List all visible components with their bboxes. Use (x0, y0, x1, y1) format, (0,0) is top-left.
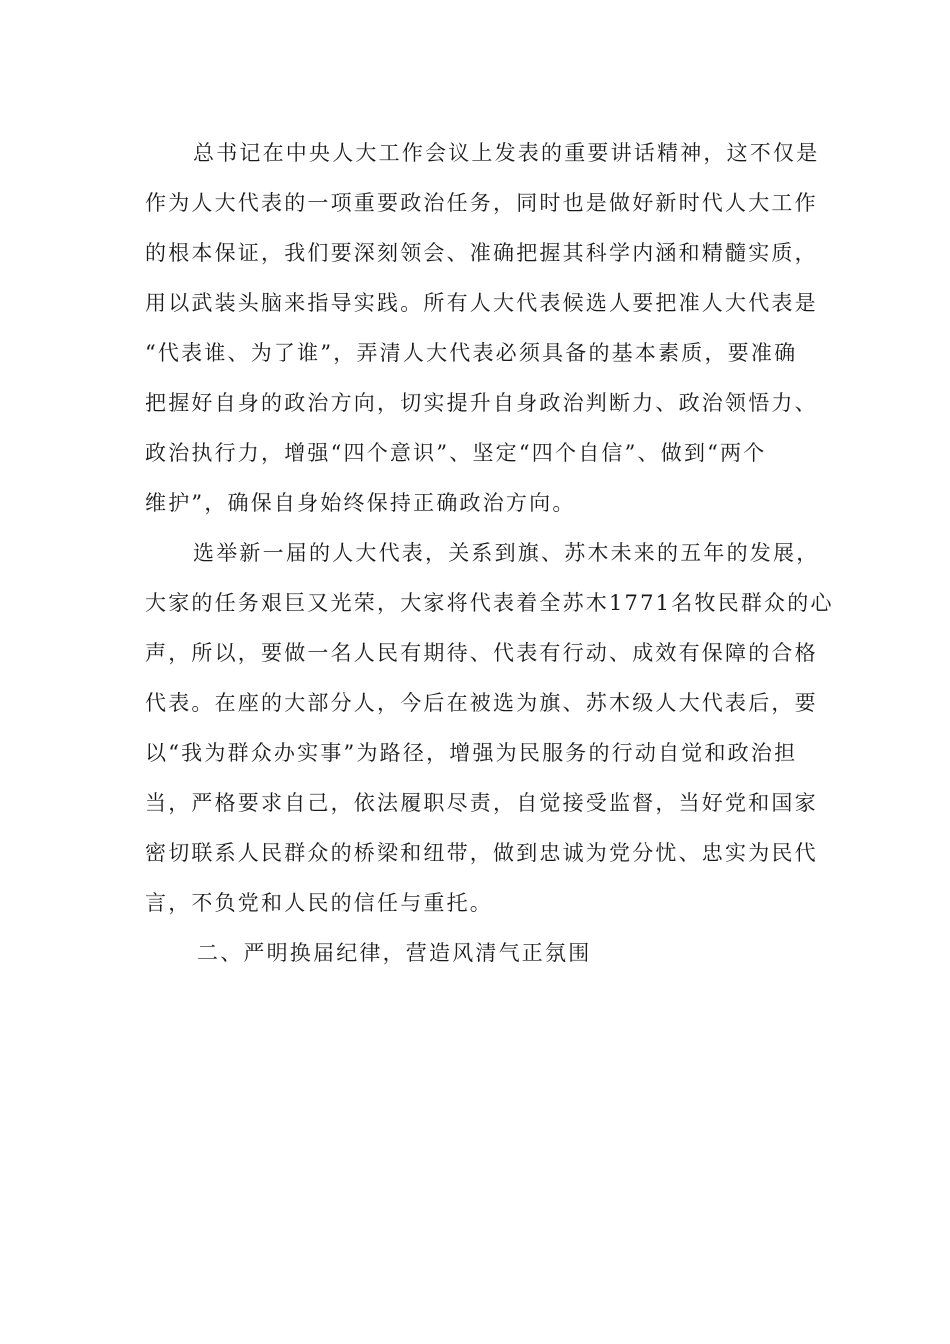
paragraph-line: 选举新一届的人大代表，关系到旗、苏木未来的五年的发展， (193, 541, 820, 565)
paragraph-line: 声，所以，要做一名人民有期待、代表有行动、成效有保障的合格 (145, 641, 818, 665)
paragraph-line: 言，不负党和人民的信任与重托。 (145, 891, 493, 915)
paragraph-line: 当，严格要求自己，依法履职尽责，自觉接受监督，当好党和国家 (145, 791, 818, 815)
paragraph-1 (145, 128, 820, 528)
paragraph-line: “代表谁、为了谁”，弄清人大代表必须具备的基本素质，要准确 (145, 341, 798, 365)
section-heading: 二、严明换届纪律，营造风清气正氛围 (197, 941, 592, 965)
paragraph-line: 作为人大代表的一项重要政治任务，同时也是做好新时代人大工作 (145, 191, 818, 215)
paragraph-line: 大家的任务艰巨又光荣，大家将代表着全苏木1771名牧民群众的心 (145, 591, 834, 615)
paragraph-line: 密切联系人民群众的桥梁和纽带，做到忠诚为党分忧、忠实为民代 (145, 841, 818, 865)
paragraph-line: 代表。在座的大部分人，今后在被选为旗、苏木级人大代表后，要 (145, 691, 818, 715)
paragraph-line: 维护”，确保自身始终保持正确政治方向。 (145, 491, 576, 515)
paragraph-2 (145, 528, 834, 928)
paragraph-line: 以“我为群众办实事”为路径，增强为民服务的行动自觉和政治担 (145, 741, 798, 765)
paragraph-line: 用以武装头脑来指导实践。所有人大代表候选人要把准人大代表是 (145, 291, 818, 315)
paragraph-line: 的根本保证，我们要深刻领会、准确把握其科学内涵和精髓实质， (145, 241, 818, 265)
paragraph-line: 总书记在中央人大工作会议上发表的重要讲话精神，这不仅是 (193, 141, 820, 165)
paragraph-line: 把握好自身的政治方向，切实提升自身政治判断力、政治领悟力、 (145, 391, 818, 415)
paragraph-line: 政治执行力，增强“四个意识”、坚定“四个自信”、做到“两个 (145, 441, 767, 465)
document-body (145, 128, 834, 978)
